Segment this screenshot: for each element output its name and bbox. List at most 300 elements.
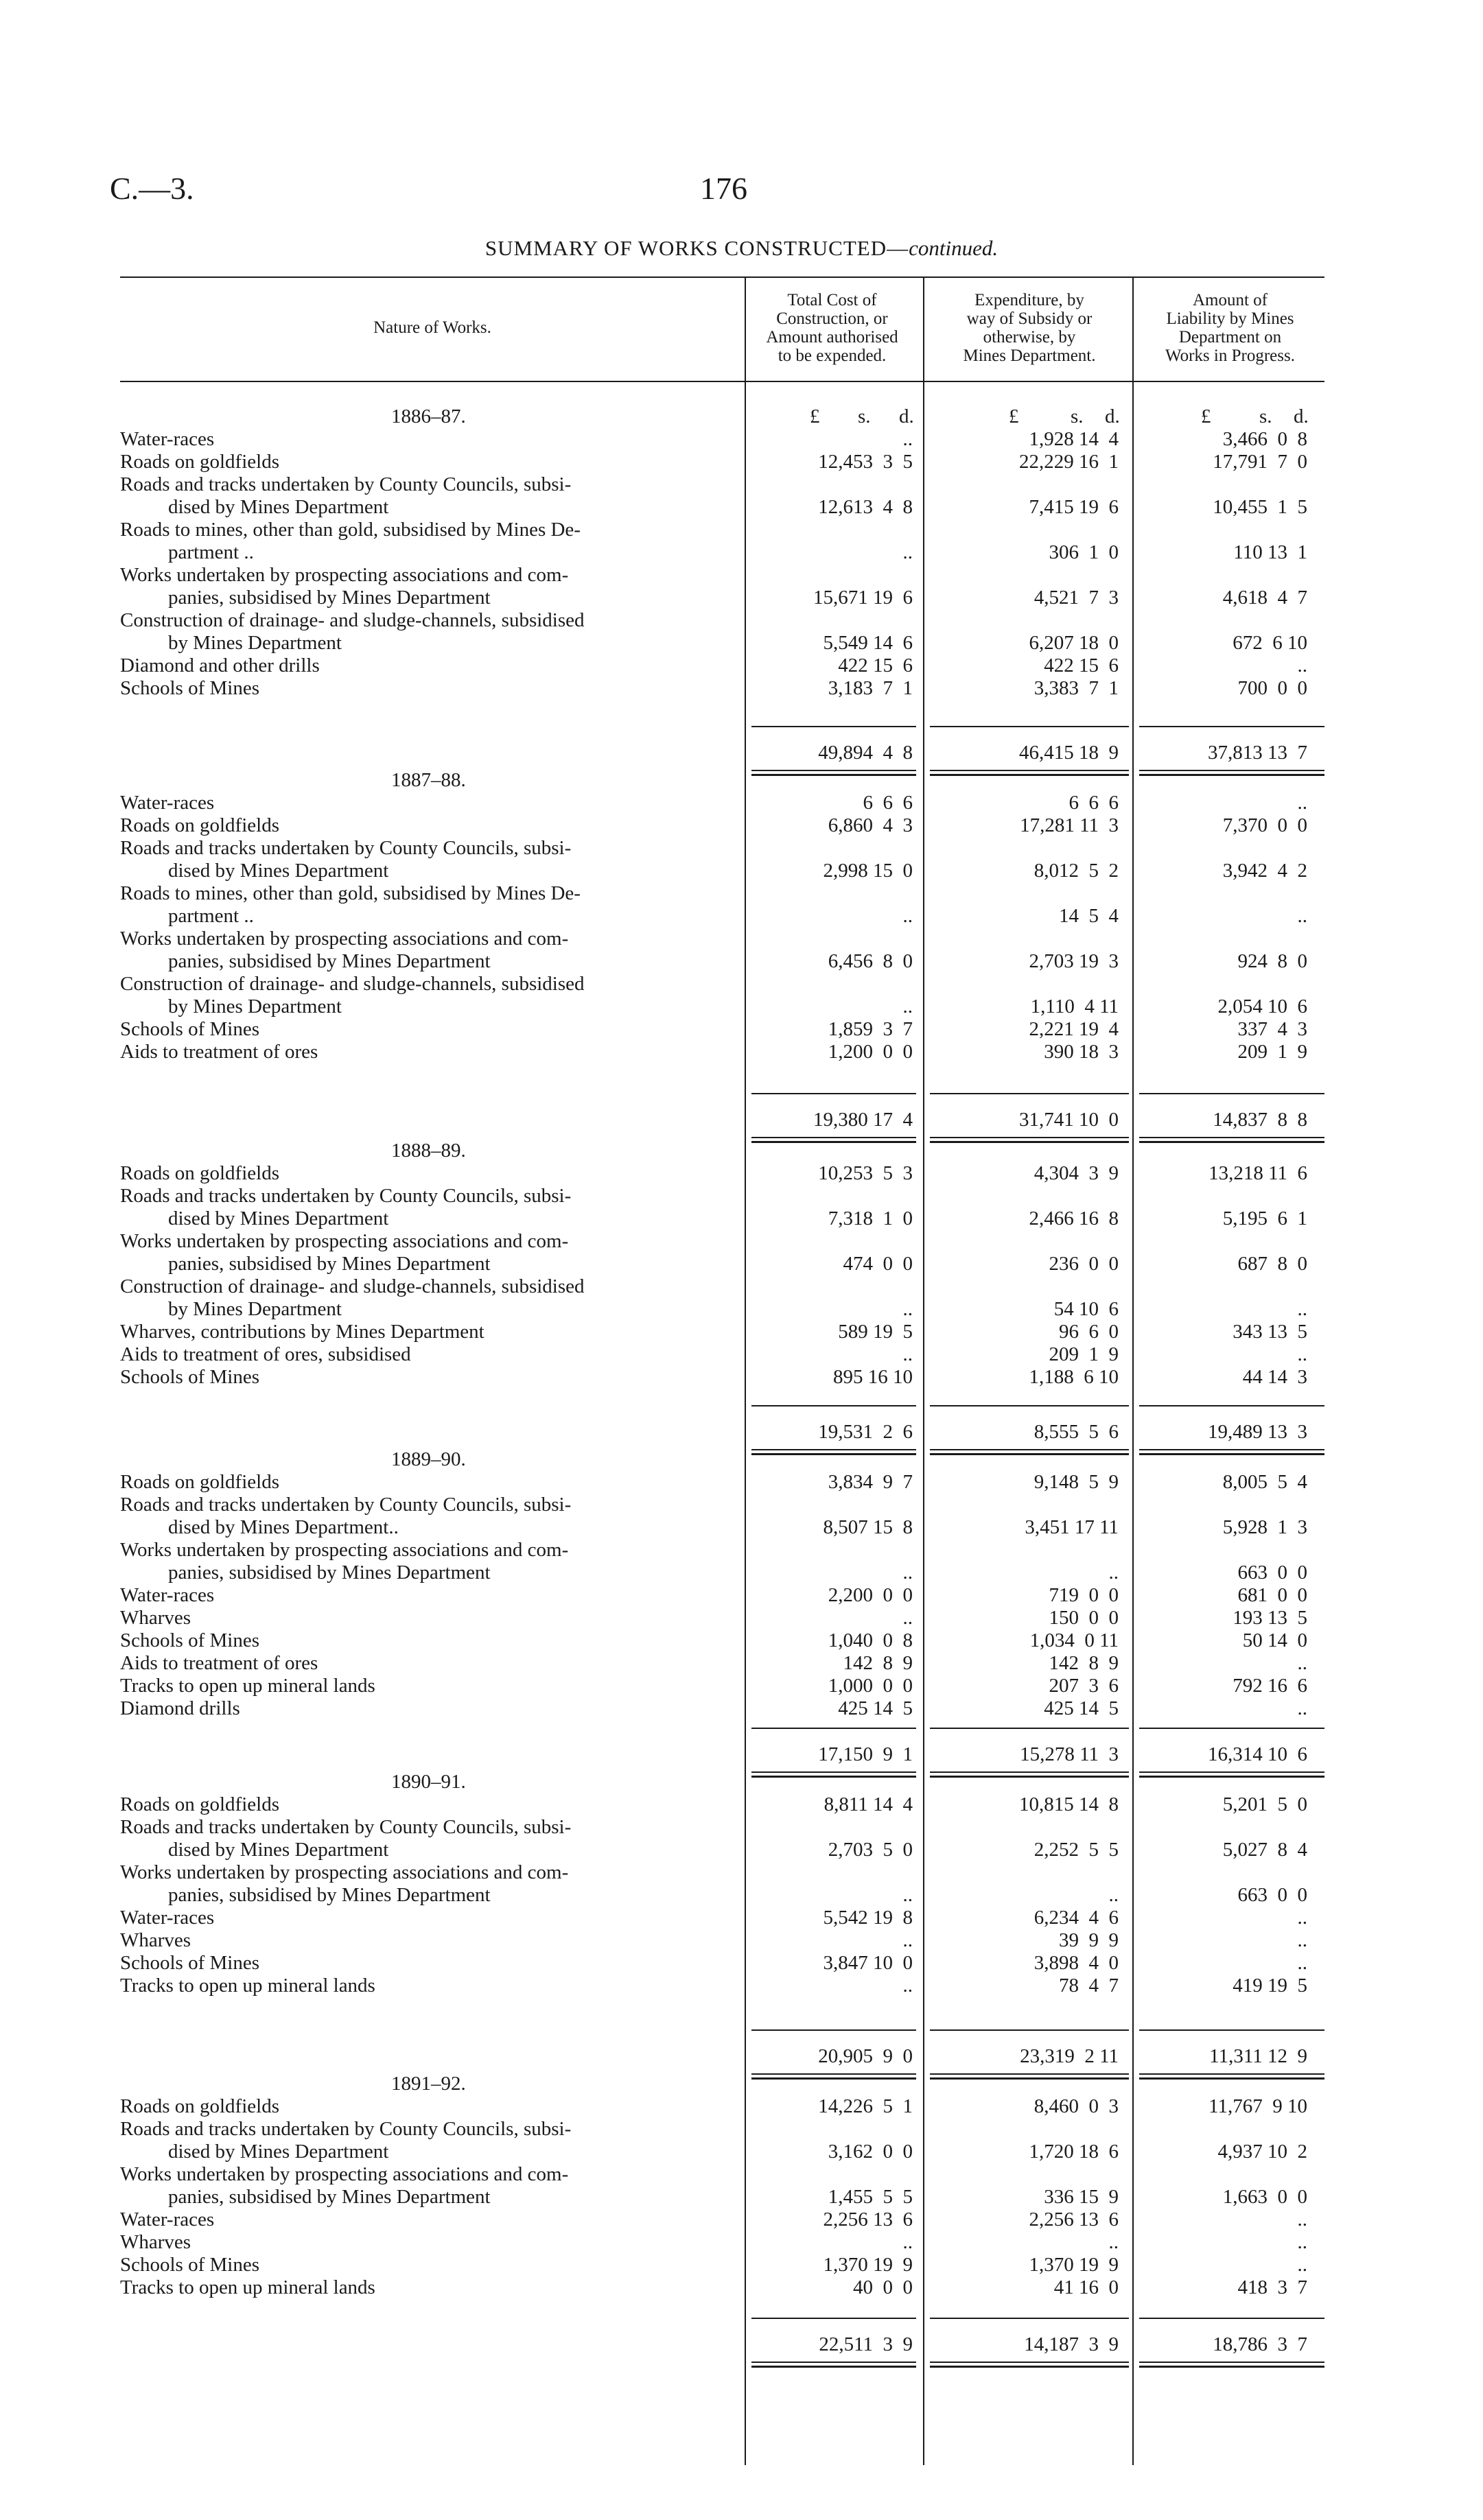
liability-value: 5,201 5 0 [1222, 1793, 1307, 1815]
liability-value: 4,618 4 7 [1222, 587, 1307, 609]
expenditure-value: 209 1 9 [1049, 1343, 1119, 1365]
total-cost-value: 589 19 5 [838, 1321, 913, 1343]
liability-value: .. [1297, 792, 1307, 814]
header-line: Works in Progress. [1165, 346, 1295, 365]
work-description: Roads to mines, other than gold, subsidised by Mines De- [120, 519, 581, 541]
work-description: Construction of drainage- and sludge-channels, subsidised [120, 1275, 585, 1297]
work-description: Works undertaken by prospecting associations and com- [120, 1861, 569, 1883]
total-cost-value: 6,860 4 3 [828, 814, 913, 836]
total-double-rule [1139, 770, 1324, 771]
section-total-expenditure: 15,278 11 3 [1020, 1743, 1119, 1765]
work-description: panies, subsidised by Mines Department [168, 587, 491, 609]
total-double-rule [930, 1776, 1129, 1778]
work-description: Construction of drainage- and sludge-channels, subsidised [120, 973, 585, 995]
total-cost-value: .. [902, 1929, 913, 1951]
total-cost-value: 8,507 15 8 [823, 1516, 913, 1538]
liability-value: .. [1297, 1343, 1307, 1365]
work-description: Schools of Mines [120, 1018, 259, 1040]
total-double-rule [1139, 774, 1324, 776]
liability-value: 687 8 0 [1237, 1253, 1307, 1275]
total-rule [1139, 1728, 1324, 1729]
section-total-liability: 14,837 8 8 [1213, 1109, 1307, 1131]
total-double-rule [1139, 2366, 1324, 2368]
work-description: Roads to mines, other than gold, subsidised by Mines De- [120, 882, 581, 904]
work-description: Schools of Mines [120, 2254, 259, 2276]
total-double-rule [930, 770, 1129, 771]
liability-value: 663 0 0 [1237, 1884, 1307, 1906]
liability-value: .. [1297, 1952, 1307, 1974]
total-double-rule [751, 2366, 916, 2368]
liability-value: .. [1297, 655, 1307, 676]
section-year-heading: 1890–91. [391, 1771, 466, 1793]
total-rule [751, 1405, 916, 1406]
section-total-liability: 11,311 12 9 [1209, 2045, 1307, 2067]
total-cost-value: 15,671 19 6 [813, 587, 913, 609]
header-line: way of Subsidy or [966, 309, 1093, 328]
total-cost-value: 2,998 15 0 [823, 860, 913, 882]
expenditure-value: 3,383 7 1 [1034, 677, 1119, 699]
work-description: partment .. [168, 541, 254, 563]
expenditure-value: 2,252 5 5 [1034, 1839, 1119, 1861]
total-cost-value: 12,613 4 8 [818, 496, 913, 518]
work-description: Water-races [120, 428, 215, 450]
section-year-heading: 1891–92. [391, 2073, 466, 2095]
total-cost-value: 1,040 0 8 [828, 1629, 913, 1651]
section-total-expenditure: 46,415 18 9 [1019, 742, 1119, 764]
total-cost-value: 2,200 0 0 [828, 1584, 913, 1606]
total-cost-value: .. [902, 541, 913, 563]
liability-value: 924 8 0 [1237, 950, 1307, 972]
total-cost-value: 1,200 0 0 [828, 1041, 913, 1063]
total-rule [1139, 2318, 1324, 2319]
expenditure-value: 142 8 9 [1049, 1652, 1119, 1674]
total-cost-value: 3,183 7 1 [828, 677, 913, 699]
section-total-cost: 19,380 17 4 [813, 1109, 913, 1131]
liability-value: 672 6 10 [1233, 632, 1307, 654]
work-description: Aids to treatment of ores [120, 1041, 318, 1063]
total-cost-value: 142 8 9 [843, 1652, 913, 1674]
liability-value: 110 13 1 [1233, 541, 1307, 563]
total-cost-value: 3,847 10 0 [823, 1952, 913, 1974]
liability-value: 700 0 0 [1237, 677, 1307, 699]
total-double-rule [1139, 2073, 1324, 2075]
expenditure-value: 8,460 0 3 [1034, 2095, 1119, 2117]
total-double-rule [930, 774, 1129, 776]
expenditure-value: 41 16 0 [1053, 2276, 1119, 2298]
liability-value: 11,767 9 10 [1208, 2095, 1307, 2117]
total-double-rule [1139, 1453, 1324, 1455]
expenditure-value: 17,281 11 3 [1020, 814, 1119, 836]
liability-value: .. [1297, 2209, 1307, 2230]
page-number: 176 [700, 171, 747, 206]
expenditure-value: 1,370 19 9 [1029, 2254, 1119, 2276]
total-cost-value: 7,318 1 0 [828, 1208, 913, 1229]
total-rule [751, 726, 916, 727]
liability-value: 337 4 3 [1237, 1018, 1307, 1040]
total-double-rule [1139, 1141, 1324, 1143]
unit-pounds: £ [1009, 405, 1019, 427]
work-description: by Mines Department [168, 996, 342, 1017]
total-rule [751, 2318, 916, 2319]
section-year-heading: 1889–90. [391, 1448, 466, 1470]
liability-value: .. [1297, 1907, 1307, 1929]
work-description: Works undertaken by prospecting associations and com- [120, 2163, 569, 2185]
header-line: Mines Department. [963, 346, 1096, 365]
expenditure-value: 2,703 19 3 [1029, 950, 1119, 972]
liability-value: 1,663 0 0 [1222, 2186, 1307, 2208]
liability-value: 193 13 5 [1233, 1607, 1307, 1629]
total-double-rule [751, 1771, 916, 1773]
section-total-cost: 22,511 3 9 [819, 2333, 913, 2355]
total-double-rule [751, 2362, 916, 2363]
liability-value: .. [1297, 905, 1307, 927]
expenditure-value: 1,188 6 10 [1029, 1366, 1119, 1388]
total-rule [751, 2029, 916, 2031]
expenditure-value: 6,234 4 6 [1034, 1907, 1119, 1929]
expenditure-value: .. [1108, 1562, 1119, 1583]
expenditure-value: 1,720 18 6 [1029, 2141, 1119, 2163]
expenditure-value: 2,256 13 6 [1029, 2209, 1119, 2230]
total-double-rule [1139, 1449, 1324, 1450]
unit-pence: d. [1294, 405, 1309, 427]
unit-pounds: £ [1201, 405, 1211, 427]
work-description: Water-races [120, 2209, 215, 2230]
liability-value: 3,466 0 8 [1222, 428, 1307, 450]
total-double-rule [1139, 1771, 1324, 1773]
total-rule [1139, 1405, 1324, 1406]
total-double-rule [930, 2362, 1129, 2363]
total-double-rule [930, 2366, 1129, 2368]
total-rule [1139, 1093, 1324, 1094]
expenditure-value: 2,466 16 8 [1029, 1208, 1119, 1229]
total-double-rule [751, 2073, 916, 2075]
total-rule [751, 1728, 916, 1729]
total-cost-value: 8,811 14 4 [824, 1793, 913, 1815]
total-double-rule [930, 2073, 1129, 2075]
expenditure-value: 422 15 6 [1044, 655, 1119, 676]
work-description: Works undertaken by prospecting associations and com- [120, 928, 569, 950]
total-cost-value: .. [902, 905, 913, 927]
work-description: Aids to treatment of ores [120, 1652, 318, 1674]
work-description: Wharves [120, 2231, 191, 2253]
expenditure-value: 22,229 16 1 [1019, 451, 1119, 473]
expenditure-value: 39 9 9 [1059, 1929, 1119, 1951]
total-cost-value: .. [902, 1884, 913, 1906]
liability-value: 7,370 0 0 [1222, 814, 1307, 836]
expenditure-value: 336 15 9 [1044, 2186, 1119, 2208]
total-cost-value: 6 6 6 [863, 792, 913, 814]
work-description: Roads and tracks undertaken by County Councils, subsi- [120, 2118, 572, 2140]
work-description: Roads on goldfields [120, 1471, 279, 1493]
liability-value: .. [1297, 2231, 1307, 2253]
section-total-expenditure: 14,187 3 9 [1024, 2333, 1119, 2355]
expenditure-value: 719 0 0 [1049, 1584, 1119, 1606]
expenditure-value: 10,815 14 8 [1019, 1793, 1119, 1815]
expenditure-value: 236 0 0 [1049, 1253, 1119, 1275]
expenditure-value: 3,898 4 0 [1034, 1952, 1119, 1974]
section-total-cost: 19,531 2 6 [818, 1421, 913, 1443]
total-cost-value: .. [902, 1343, 913, 1365]
total-double-rule [930, 1771, 1129, 1773]
total-double-rule [930, 1137, 1129, 1138]
work-description: Diamond drills [120, 1697, 240, 1719]
work-description: Aids to treatment of ores, subsidised [120, 1343, 411, 1365]
work-description: Tracks to open up mineral lands [120, 2276, 375, 2298]
total-double-rule [751, 1141, 916, 1143]
total-cost-value: 425 14 5 [838, 1697, 913, 1719]
liability-value: 5,195 6 1 [1222, 1208, 1307, 1229]
expenditure-value: 2,221 19 4 [1029, 1018, 1119, 1040]
section-total-expenditure: 8,555 5 6 [1034, 1421, 1119, 1443]
header-line: to be expended. [778, 346, 887, 365]
total-cost-value: 1,370 19 9 [823, 2254, 913, 2276]
liability-value: .. [1297, 2254, 1307, 2276]
total-cost-value: 895 16 10 [833, 1366, 913, 1388]
header-line: Amount of [1192, 291, 1268, 309]
total-double-rule [1139, 2362, 1324, 2363]
header-line: Department on [1178, 328, 1282, 346]
total-double-rule [751, 2077, 916, 2080]
expenditure-value: 306 1 0 [1049, 541, 1119, 563]
liability-value: 3,942 4 2 [1222, 860, 1307, 882]
liability-value: 681 0 0 [1237, 1584, 1307, 1606]
unit-shillings: s. [1071, 405, 1084, 427]
unit-pence: d. [899, 405, 914, 427]
liability-value: 343 13 5 [1233, 1321, 1307, 1343]
total-cost-value: 10,253 5 3 [818, 1162, 913, 1184]
total-cost-value: .. [902, 1298, 913, 1320]
work-description: Works undertaken by prospecting associations and com- [120, 564, 569, 586]
liability-value: .. [1297, 1652, 1307, 1674]
expenditure-value: 7,415 19 6 [1029, 496, 1119, 518]
total-rule [930, 726, 1129, 727]
expenditure-value: 1,034 0 11 [1029, 1629, 1119, 1651]
total-double-rule [1139, 1776, 1324, 1778]
work-description: Schools of Mines [120, 677, 259, 699]
work-description: Roads and tracks undertaken by County Councils, subsi- [120, 473, 572, 495]
work-description: Roads and tracks undertaken by County Councils, subsi- [120, 1494, 572, 1516]
work-description: dised by Mines Department [168, 2141, 389, 2163]
work-description: Works undertaken by prospecting associations and com- [120, 1230, 569, 1252]
expenditure-value: 1,928 14 4 [1029, 428, 1119, 450]
section-total-liability: 19,489 13 3 [1208, 1421, 1307, 1443]
work-description: Wharves [120, 1929, 191, 1951]
expenditure-value: 4,304 3 9 [1034, 1162, 1119, 1184]
work-description: dised by Mines Department [168, 860, 389, 882]
liability-value: 44 14 3 [1242, 1366, 1307, 1388]
section-total-cost: 17,150 9 1 [818, 1743, 913, 1765]
total-cost-value: .. [902, 1975, 913, 1997]
work-description: Schools of Mines [120, 1366, 259, 1388]
work-description: Water-races [120, 792, 215, 814]
work-description: Wharves, contributions by Mines Department [120, 1321, 484, 1343]
work-description: dised by Mines Department [168, 1839, 389, 1861]
column-header-nature: Nature of Works. [373, 318, 491, 337]
work-description: Construction of drainage- and sludge-channels, subsidised [120, 609, 585, 631]
total-cost-value: .. [902, 1562, 913, 1583]
work-description: Roads on goldfields [120, 451, 279, 473]
section-total-liability: 18,786 3 7 [1213, 2333, 1307, 2355]
total-cost-value: 14,226 5 1 [818, 2095, 913, 2117]
work-description: panies, subsidised by Mines Department [168, 1253, 491, 1275]
section-total-liability: 16,314 10 6 [1208, 1743, 1307, 1765]
liability-value: 13,218 11 6 [1208, 1162, 1307, 1184]
work-description: by Mines Department [168, 1298, 342, 1320]
section-total-expenditure: 23,319 2 11 [1020, 2045, 1119, 2067]
work-description: Tracks to open up mineral lands [120, 1675, 375, 1697]
work-description: Roads and tracks undertaken by County Councils, subsi- [120, 1816, 572, 1838]
expenditure-value: 1,110 4 11 [1030, 996, 1119, 1017]
total-cost-value: 40 0 0 [853, 2276, 913, 2298]
liability-value: .. [1297, 1697, 1307, 1719]
work-description: panies, subsidised by Mines Department [168, 2186, 491, 2208]
total-double-rule [751, 1137, 916, 1138]
work-description: dised by Mines Department.. [168, 1516, 399, 1538]
header-line: Construction, or [776, 309, 888, 328]
unit-pence: d. [1105, 405, 1120, 427]
expenditure-value: 150 0 0 [1049, 1607, 1119, 1629]
total-rule [751, 1093, 916, 1094]
header-line: Total Cost of [787, 291, 877, 309]
total-double-rule [930, 1141, 1129, 1143]
total-cost-value: 2,703 5 0 [828, 1839, 913, 1861]
total-cost-value: 3,834 9 7 [828, 1471, 913, 1493]
title-suffix: continued. [909, 236, 999, 260]
unit-shillings: s. [1259, 405, 1272, 427]
total-rule [930, 1405, 1129, 1406]
work-description: Roads and tracks undertaken by County Councils, subsi- [120, 837, 572, 859]
total-rule [1139, 726, 1324, 727]
total-double-rule [1139, 1137, 1324, 1138]
work-description: panies, subsidised by Mines Department [168, 1884, 491, 1906]
section-year-heading: 1887–88. [391, 769, 466, 791]
liability-value: .. [1297, 1298, 1307, 1320]
work-description: Roads and tracks undertaken by County Councils, subsi- [120, 1185, 572, 1207]
title-main: SUMMARY OF WORKS CONSTRUCTED— [484, 236, 909, 260]
total-double-rule [930, 1449, 1129, 1450]
total-cost-value: 474 0 0 [843, 1253, 913, 1275]
total-cost-value: .. [902, 428, 913, 450]
header-line: Amount authorised [766, 328, 898, 346]
work-description: by Mines Department [168, 632, 342, 654]
expenditure-value: 425 14 5 [1044, 1697, 1119, 1719]
expenditure-value: 96 6 0 [1059, 1321, 1119, 1343]
liability-value: 5,027 8 4 [1222, 1839, 1307, 1861]
expenditure-value: 207 3 6 [1049, 1675, 1119, 1697]
total-cost-value: 1,859 3 7 [828, 1018, 913, 1040]
work-description: dised by Mines Department [168, 1208, 389, 1229]
total-rule [930, 1093, 1129, 1094]
work-description: panies, subsidised by Mines Department [168, 1562, 491, 1583]
work-description: Roads on goldfields [120, 814, 279, 836]
section-year-heading: 1888–89. [391, 1140, 466, 1162]
work-description: Schools of Mines [120, 1629, 259, 1651]
total-cost-value: 422 15 6 [838, 655, 913, 676]
page-reference: C.—3. [110, 171, 194, 206]
work-description: Works undertaken by prospecting associations and com- [120, 1539, 569, 1561]
expenditure-value: 6,207 18 0 [1029, 632, 1119, 654]
section-total-liability: 37,813 13 7 [1208, 742, 1307, 764]
liability-value: 792 16 6 [1233, 1675, 1307, 1697]
total-cost-value: 5,542 19 8 [823, 1907, 913, 1929]
expenditure-value: 4,521 7 3 [1034, 587, 1119, 609]
total-double-rule [751, 1449, 916, 1450]
liability-value: 5,928 1 3 [1222, 1516, 1307, 1538]
expenditure-value: 6 6 6 [1069, 792, 1119, 814]
expenditure-value: 14 5 4 [1059, 905, 1119, 927]
total-cost-value: 6,456 8 0 [828, 950, 913, 972]
total-cost-value: 5,549 14 6 [823, 632, 913, 654]
total-cost-value: 2,256 13 6 [823, 2209, 913, 2230]
liability-value: .. [1297, 1929, 1307, 1951]
work-description: panies, subsidised by Mines Department [168, 950, 491, 972]
unit-pounds: £ [810, 405, 820, 427]
work-description: Diamond and other drills [120, 655, 320, 676]
work-description: Wharves [120, 1607, 191, 1629]
total-double-rule [751, 1453, 916, 1455]
total-rule [930, 1728, 1129, 1729]
expenditure-value: 3,451 17 11 [1025, 1516, 1119, 1538]
expenditure-value: 54 10 6 [1053, 1298, 1119, 1320]
liability-value: 663 0 0 [1237, 1562, 1307, 1583]
expenditure-value: 78 4 7 [1059, 1975, 1119, 1997]
work-description: Water-races [120, 1907, 215, 1929]
total-cost-value: .. [902, 1607, 913, 1629]
total-cost-value: .. [902, 996, 913, 1017]
work-description: Roads on goldfields [120, 2095, 279, 2117]
liability-value: 10,455 1 5 [1213, 496, 1307, 518]
section-total-expenditure: 31,741 10 0 [1019, 1109, 1119, 1131]
work-description: partment .. [168, 905, 254, 927]
work-description: Roads on goldfields [120, 1162, 279, 1184]
total-double-rule [930, 1453, 1129, 1455]
expenditure-value: .. [1108, 2231, 1119, 2253]
liability-value: 209 1 9 [1237, 1041, 1307, 1063]
total-cost-value: 12,453 3 5 [818, 451, 913, 473]
total-rule [1139, 2029, 1324, 2031]
work-description: Tracks to open up mineral lands [120, 1975, 375, 1997]
section-year-heading: 1886–87. [391, 405, 466, 427]
work-description: Schools of Mines [120, 1952, 259, 1974]
total-double-rule [751, 774, 916, 776]
expenditure-value: 9,148 5 9 [1034, 1471, 1119, 1493]
section-total-cost: 20,905 9 0 [818, 2045, 913, 2067]
liability-value: 418 3 7 [1237, 2276, 1307, 2298]
liability-value: 4,937 10 2 [1217, 2141, 1307, 2163]
unit-shillings: s. [858, 405, 871, 427]
liability-value: 17,791 7 0 [1213, 451, 1307, 473]
total-double-rule [751, 1776, 916, 1778]
expenditure-value: 8,012 5 2 [1034, 860, 1119, 882]
total-double-rule [1139, 2077, 1324, 2080]
total-double-rule [930, 2077, 1129, 2080]
work-description: dised by Mines Department [168, 496, 389, 518]
section-total-cost: 49,894 4 8 [818, 742, 913, 764]
total-cost-value: 3,162 0 0 [828, 2141, 913, 2163]
liability-value: 50 14 0 [1242, 1629, 1307, 1651]
total-rule [930, 2029, 1129, 2031]
total-cost-value: 1,455 5 5 [828, 2186, 913, 2208]
expenditure-value: 390 18 3 [1044, 1041, 1119, 1063]
total-cost-value: 1,000 0 0 [828, 1675, 913, 1697]
expenditure-value: .. [1108, 1884, 1119, 1906]
header-line: Liability by Mines [1166, 309, 1294, 328]
total-cost-value: .. [902, 2231, 913, 2253]
header-line: otherwise, by [983, 328, 1076, 346]
work-description: Water-races [120, 1584, 215, 1606]
liability-value: 8,005 5 4 [1222, 1471, 1307, 1493]
liability-value: 419 19 5 [1233, 1975, 1307, 1997]
